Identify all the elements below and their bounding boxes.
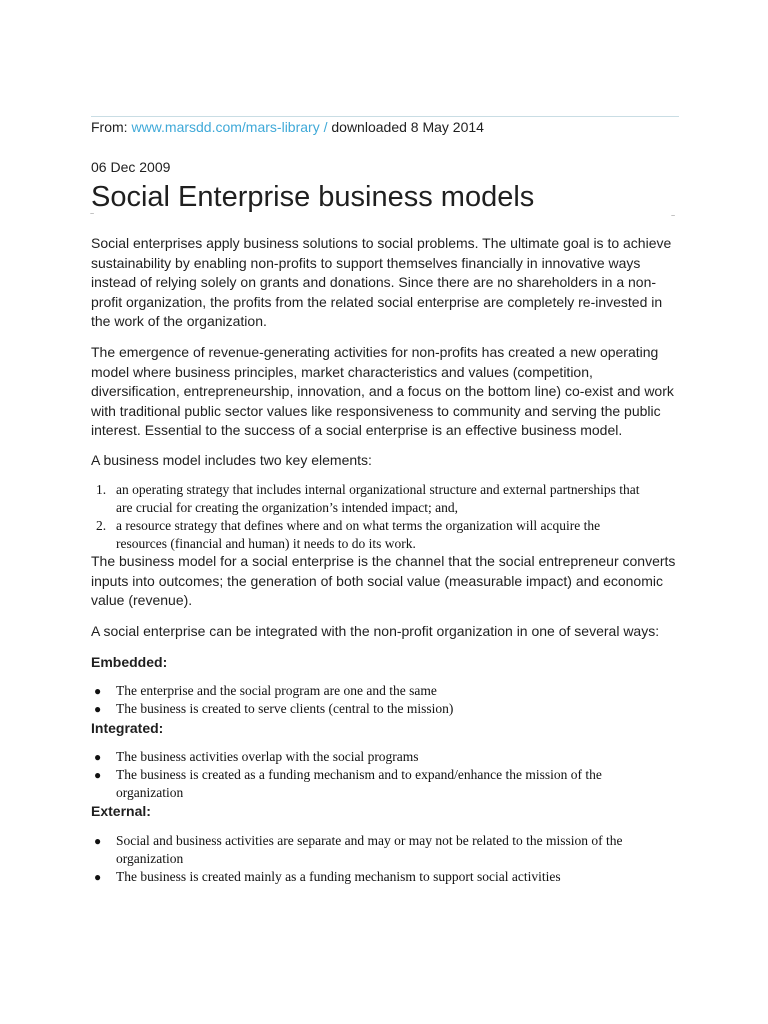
downloaded-text: downloaded 8 May 2014 — [331, 119, 484, 135]
list-item — [91, 748, 651, 766]
key-elements-list — [91, 481, 651, 553]
from-label: From: — [91, 119, 128, 135]
bullet-icon: ● — [94, 768, 102, 782]
integrated-list — [91, 748, 651, 802]
list-marker: 2. — [96, 518, 107, 533]
source-link[interactable]: www.marsdd.com/mars-library / — [131, 119, 328, 135]
list-item-text: a resource strategy that defines where and on what terms the organization will acquire the resources (financial and human) it needs to do its work. — [116, 518, 601, 551]
list-item-text: The business activities overlap with the social programs — [116, 749, 419, 764]
list-item-text: The business is created as a funding mechanism and to expand/enhance the mission of the organization — [116, 767, 602, 800]
list-item — [91, 832, 651, 868]
bullet-icon: ● — [94, 834, 102, 848]
list-item — [91, 517, 651, 553]
list-marker: 1. — [96, 482, 107, 497]
page-title: Social Enterprise business models — [91, 181, 535, 213]
list-item-text: The enterprise and the social program are one and the same — [116, 683, 437, 698]
bullet-icon: ● — [94, 750, 102, 764]
bullet-icon: ● — [94, 684, 102, 698]
intro-paragraph: Social enterprises apply business solutions to social problems. The ultimate goal is to achieve sustainability by enabling non-profits to support themselves financially in innovative ways instead of relying solely on grants and donations. Since there are no shareholders in a non-profit organization, the profits from the related social enterprise are completely re-invested in the work of the organization. — [91, 235, 672, 329]
section-heading-external: External: — [91, 803, 151, 819]
list-item — [91, 481, 651, 517]
list-item — [91, 868, 651, 886]
bullet-icon: ● — [94, 702, 102, 716]
external-list — [91, 832, 651, 886]
list-item — [91, 682, 651, 700]
decorative-mark: ~ — [90, 211, 95, 218]
model-paragraph: The emergence of revenue-generating activities for non-profits has created a new operating model where business principles, market characteristics and values (competition, diversification, entrepreneurship, innovation, and a focus on the bottom line) co-exist and work with traditional public sector values like responsiveness to community and serving the public interest. Essential to the success of a social enterprise is an effective business model. — [91, 344, 674, 438]
article-date: 06 Dec 2009 — [91, 159, 171, 175]
bullet-icon: ● — [94, 870, 102, 884]
section-heading-embedded: Embedded: — [91, 654, 168, 670]
source-line — [91, 118, 484, 136]
key-elements-intro: A business model includes two key elements: — [91, 452, 372, 468]
decorative-mark: ~ — [671, 213, 676, 220]
integration-intro: A social enterprise can be integrated with the non-profit organization in one of several ways: — [91, 623, 660, 639]
list-item — [91, 700, 651, 718]
section-heading-integrated: Integrated: — [91, 720, 164, 736]
business-model-paragraph: The business model for a social enterprise is the channel that the social entrepreneur converts inputs into outcomes; the generation of both social value (measurable impact) and economic value (revenue). — [91, 553, 676, 608]
list-item-text: an operating strategy that includes internal organizational structure and external partnerships that are crucial for creating the organization’s intended impact; and, — [116, 482, 640, 515]
embedded-list — [91, 682, 651, 718]
list-item-text: Social and business activities are separate and may or may not be related to the mission of the organization — [116, 833, 623, 866]
list-item — [91, 766, 651, 802]
list-item-text: The business is created to serve clients (central to the mission) — [116, 701, 454, 716]
header-divider — [91, 116, 679, 117]
list-item-text: The business is created mainly as a funding mechanism to support social activities — [116, 869, 561, 884]
